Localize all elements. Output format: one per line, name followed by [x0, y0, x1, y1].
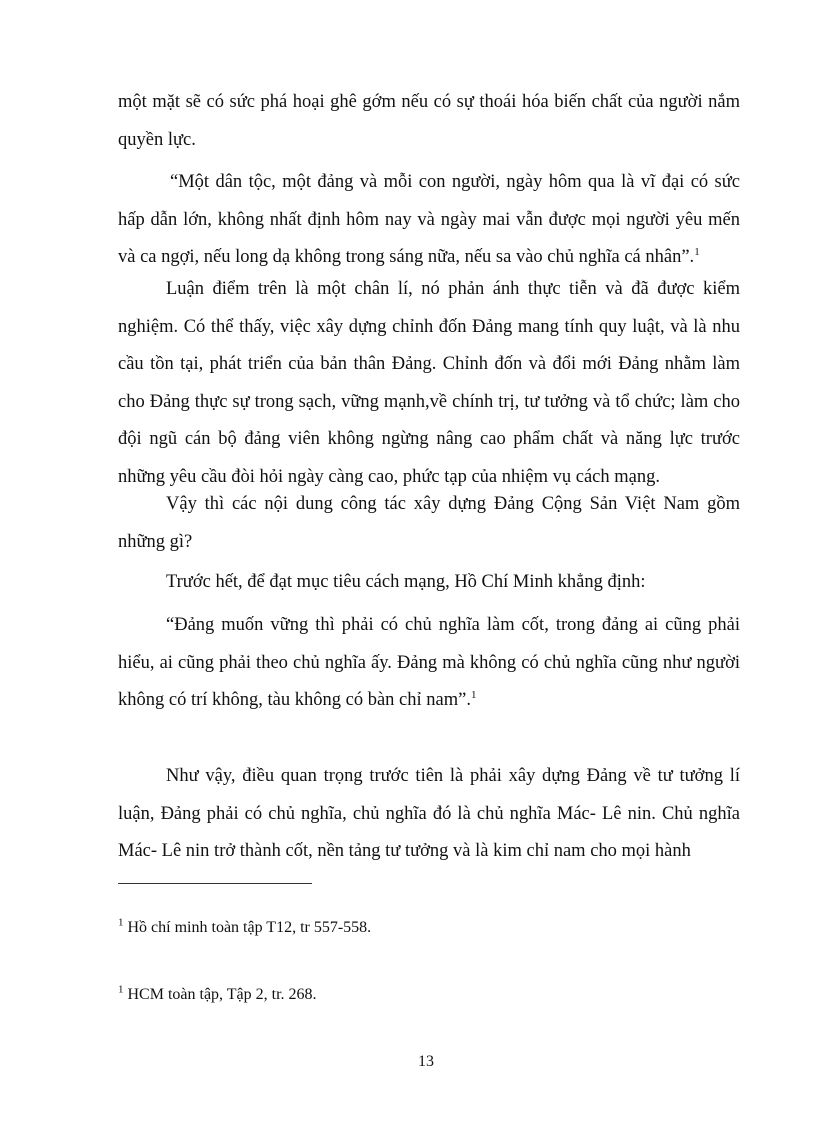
footnote-text: Hồ chí minh toàn tập T12, tr 557-558. [127, 919, 372, 936]
paragraph [118, 758, 740, 871]
footnote-ref[interactable]: 1 [470, 688, 477, 701]
paragraph-text: Như vậy, điều quan trọng trước tiên là phải xây dựng Đảng về tư tưởng lí luận, Đảng phải có chủ nghĩa, chủ nghĩa đó là chủ nghĩa Mác- Lê nin. Chủ nghĩa Mác- Lê nin trở thành cốt, nền tảng tư tưởng và là kim chỉ nam cho mọi hành [118, 766, 740, 861]
footnote [118, 918, 371, 938]
footnote-text: HCM toàn tập, Tập 2, tr. 268. [127, 986, 317, 1003]
paragraph-continuation [118, 84, 740, 159]
paragraph [118, 564, 740, 602]
quote-text: “Một dân tộc, một đảng và mỗi con người, ngày hôm qua là vĩ đại có sức hấp dẫn lớn, không nhất định hôm nay và ngày mai vẫn được mọi người yêu mến và ca ngợi, nếu long dạ không trong sáng nữa, nếu sa vào chủ nghĩa cá nhân”. [118, 172, 740, 267]
paragraph-text: Luận điểm trên là một chân lí, nó phản ánh thực tiễn và đã được kiểm nghiệm. Có thể thấy, việc xây dựng chỉnh đốn Đảng mang tính quy luật, và là nhu cầu tồn tại, phát triển của bản thân Đảng. Chỉnh đốn và đổi mới Đảng nhằm làm cho Đảng thực sự trong sạch, vững mạnh,về chính trị, tư tưởng và tổ chức; làm cho đội ngũ cán bộ đảng viên không ngừng nâng cao phẩm chất và năng lực trước những yêu cầu đòi hỏi ngày càng cao, phức tạp của nhiệm vụ cách mạng. [118, 279, 740, 487]
paragraph [118, 271, 740, 496]
paragraph [118, 486, 740, 561]
page-number: 13 [418, 1053, 434, 1070]
footnote-marker: 1 [118, 916, 124, 929]
quote-text: “Đảng muốn vững thì phải có chủ nghĩa làm cốt, trong đảng ai cũng phải hiểu, ai cũng phải theo chủ nghĩa ấy. Đảng mà không có chủ nghĩa cũng như người không có trí không, tàu không có bàn chỉ nam”. [118, 615, 740, 710]
quote-paragraph [118, 164, 740, 277]
quote-paragraph [118, 607, 740, 720]
paragraph-text: một mặt sẽ có sức phá hoại ghê gớm nếu có sự thoái hóa biến chất của người nắm quyền lực. [118, 92, 740, 150]
footnote-separator [118, 883, 312, 884]
footnote-ref[interactable]: 1 [694, 245, 700, 258]
paragraph-text: Trước hết, để đạt mục tiêu cách mạng, Hồ Chí Minh khẳng định: [166, 572, 646, 592]
paragraph-text: Vậy thì các nội dung công tác xây dựng Đảng Cộng Sản Việt Nam gồm những gì? [118, 494, 740, 552]
footnote [118, 985, 317, 1005]
footnote-marker: 1 [118, 983, 124, 996]
